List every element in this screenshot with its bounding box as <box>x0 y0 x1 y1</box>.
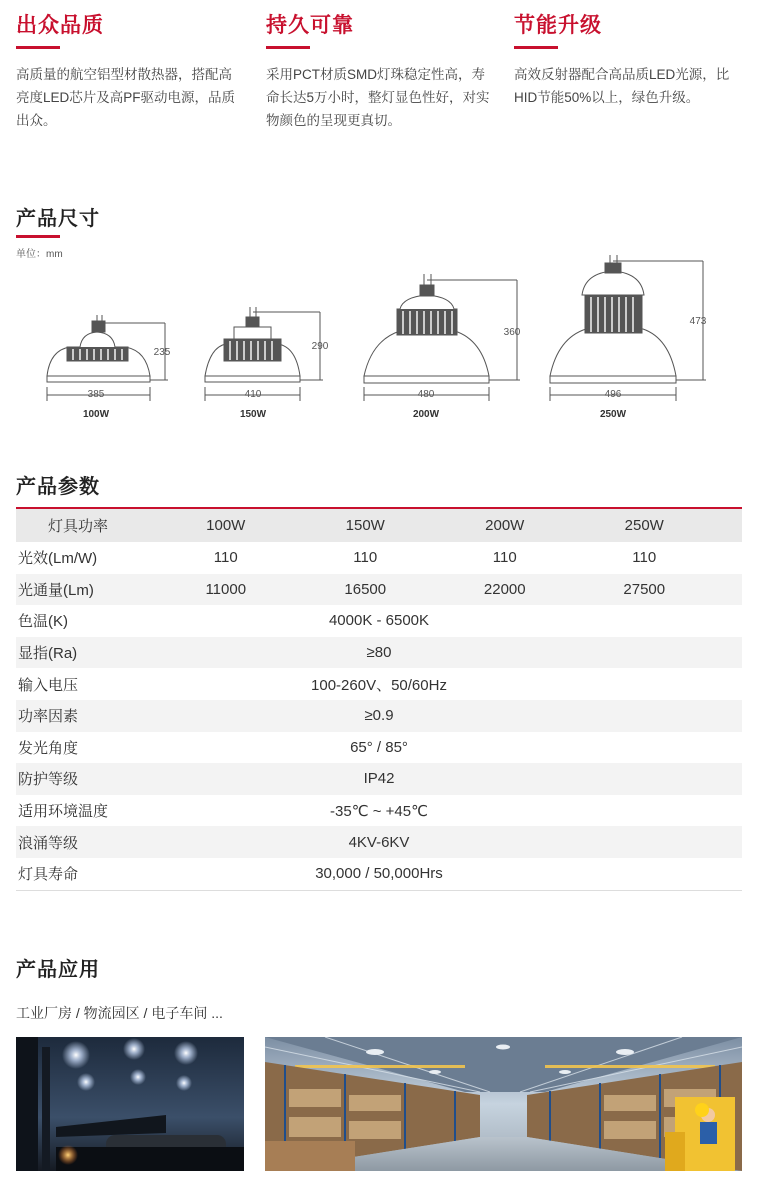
table-cell: 110 <box>213 549 238 567</box>
row-label: 色温(K) <box>18 613 68 631</box>
size-section-title: 产品尺寸 <box>16 208 100 230</box>
width-label-100w: 385 <box>87 389 105 400</box>
title-underline <box>16 235 60 238</box>
header-cell: 100W <box>206 517 246 534</box>
app-subtitle: 工业厂房 / 物流园区 / 电子车间 ... <box>16 1005 223 1021</box>
table-cell: 110 <box>353 549 378 567</box>
row-label: 适用环境温度 <box>18 803 109 821</box>
table-header-row <box>16 509 742 542</box>
feature-title: 节能升级 <box>514 14 602 37</box>
table-cell: 100-260V、50/60Hz <box>311 676 447 694</box>
feature-reliable <box>266 12 491 132</box>
table-cell: ≥0.9 <box>364 707 394 725</box>
width-label-250w: 496 <box>604 389 622 400</box>
table-row <box>16 732 742 764</box>
table-row <box>16 542 742 574</box>
feature-text: 高质量的航空铝型材散热器，搭配高亮度LED芯片及高PF驱动电源，品质出众。 <box>16 67 236 128</box>
row-label: 防护等级 <box>18 771 79 789</box>
table-cell: ≥80 <box>366 644 392 662</box>
table-row <box>16 574 742 606</box>
width-label-200w: 480 <box>417 389 435 400</box>
header-cell: 200W <box>485 517 525 534</box>
width-label-150w: 410 <box>244 389 262 400</box>
feature-title: 出众品质 <box>16 14 104 37</box>
row-label: 显指(Ra) <box>18 645 78 663</box>
table-cell: IP42 <box>363 770 395 788</box>
title-underline <box>266 46 310 49</box>
table-cell: -35℃ ~ +45℃ <box>330 802 428 820</box>
row-label: 发光角度 <box>18 739 79 757</box>
feature-text: 高效反射器配合高品质LED光源，比HID节能50%以上，绿色升级。 <box>514 67 730 105</box>
row-label: 功率因素 <box>18 708 79 726</box>
params-section-title: 产品参数 <box>16 476 100 498</box>
watt-label-150w: 150W <box>239 409 267 420</box>
table-row <box>16 668 742 700</box>
warehouse-photo <box>265 1037 742 1171</box>
table-row <box>16 858 742 890</box>
lamp-150w-drawing <box>205 307 323 401</box>
feature-text: 采用PCT材质SMD灯珠稳定性高，寿命长达5万小时，整灯显色性好，对实物颜色的呈现更真切。 <box>266 67 490 128</box>
row-label: 光通量(Lm) <box>18 581 94 599</box>
header-label: 灯具功率 <box>48 518 109 535</box>
row-label: 输入电压 <box>18 676 79 694</box>
table-cell: 22000 <box>483 580 526 598</box>
table-cell: 27500 <box>623 580 666 598</box>
lamp-250w-drawing <box>550 255 706 401</box>
header-cell: 250W <box>624 517 664 534</box>
height-label-100w: 235 <box>153 347 171 358</box>
row-label: 浪涌等级 <box>18 834 79 852</box>
table-cell: 11000 <box>205 580 247 598</box>
feature-title: 持久可靠 <box>266 14 354 37</box>
lamp-100w-drawing <box>47 315 168 401</box>
table-cell: 65° / 85° <box>350 738 408 756</box>
table-cell: 4000K - 6500K <box>328 612 430 630</box>
feature-quality <box>16 12 241 132</box>
title-underline <box>514 46 558 49</box>
feature-energy <box>514 12 739 109</box>
factory-photo <box>16 1037 244 1171</box>
table-cell: 16500 <box>344 580 387 598</box>
table-cell: 30,000 / 50,000Hrs <box>315 865 443 883</box>
table-row <box>16 763 742 795</box>
table-row <box>16 700 742 732</box>
table-row <box>16 826 742 858</box>
dimension-drawings <box>0 255 758 430</box>
lamp-200w-drawing <box>364 274 520 401</box>
table-cell: 110 <box>492 549 517 567</box>
height-label-200w: 360 <box>503 327 521 338</box>
table-row <box>16 637 742 669</box>
height-label-250w: 473 <box>689 316 707 327</box>
app-section-title: 产品应用 <box>16 959 100 981</box>
header-cell: 150W <box>345 517 385 534</box>
table-row <box>16 795 742 827</box>
table-cell: 4KV-6KV <box>348 833 410 851</box>
height-label-150w: 290 <box>311 341 329 352</box>
watt-label-200w: 200W <box>412 409 440 420</box>
params-table <box>16 507 742 891</box>
row-label: 光效(Lm/W) <box>18 550 98 568</box>
row-label: 灯具寿命 <box>18 866 79 884</box>
table-row <box>16 605 742 637</box>
watt-label-250w: 250W <box>599 409 627 420</box>
watt-label-100w: 100W <box>82 409 110 420</box>
unit-label: 单位：mm <box>16 249 63 260</box>
table-cell: 110 <box>632 549 657 567</box>
title-underline <box>16 46 60 49</box>
